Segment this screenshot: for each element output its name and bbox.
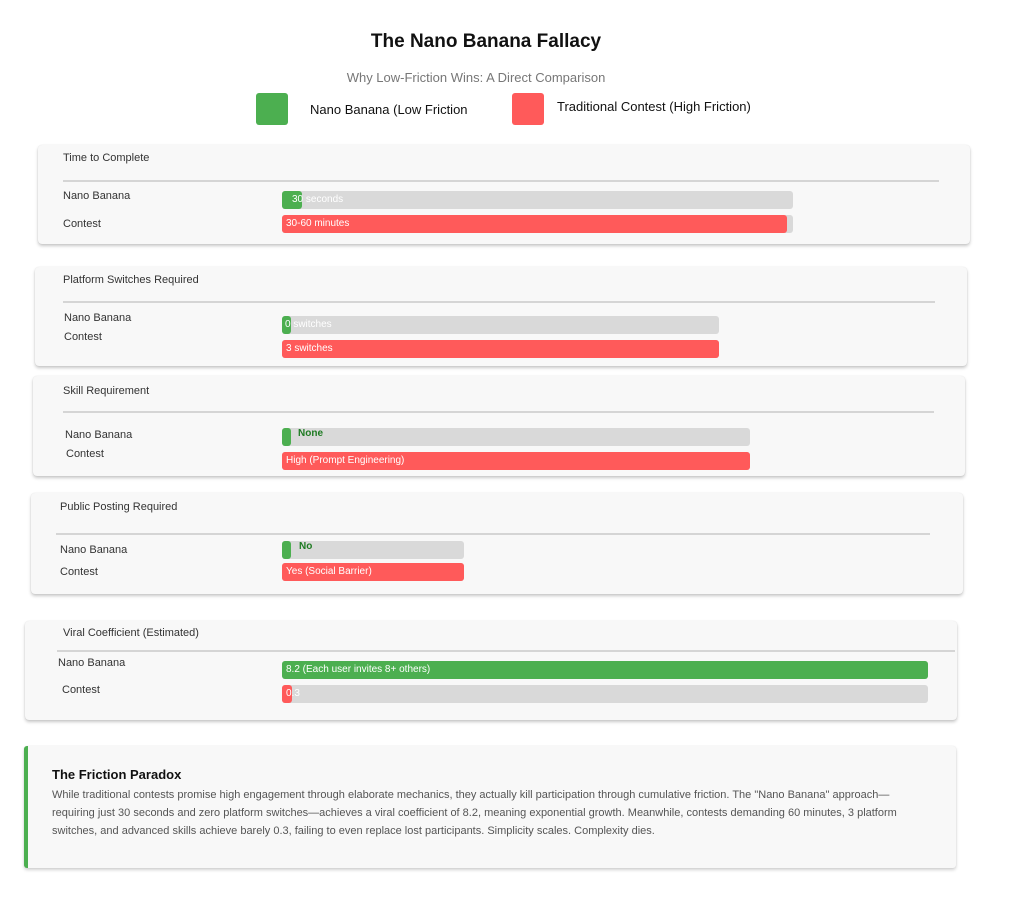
panel-divider [63,180,939,182]
bar-value-label: No [299,541,313,552]
bar-value-label: High (Prompt Engineering) [286,455,405,466]
panel-title: Time to Complete [63,152,150,164]
summary-body: While traditional contests promise high engagement through elaborate mechanics, they actually kill participation through cumulative friction. The "Nano Banana" approach— requiring just 30 seconds and zero platform switches—achieves a viral coefficient of 8.2, meaning exponential growth. Meanwhile, contests demanding 60 minutes, 3 platform switches, and advanced skills achieve barely 0.3, failing to even replace lost participants. Simplicity scales. Complexity dies. [52,789,897,837]
row-label-nano: Nano Banana [60,544,128,556]
panel-divider [57,650,955,652]
row-label-contest: Contest [60,566,98,578]
legend-label-nano: Nano Banana (Low Friction [310,102,468,117]
bar-track-contest [282,563,464,581]
row-label-nano: Nano Banana [63,190,131,202]
legend-swatch-nano [256,93,288,125]
legend-swatch-contest [512,93,544,125]
panel-divider [63,411,934,413]
bar-value-label: 30 seconds [292,194,344,205]
bar-nano [282,428,291,446]
bar-track-contest [282,452,750,470]
panel-title: Platform Switches Required [63,274,199,286]
chart-subtitle: Why Low-Friction Wins: A Direct Comparison [346,70,606,85]
row-label-contest: Contest [62,684,100,696]
bar-track-nano [282,428,750,446]
bar-value-label: 0 switches [285,319,332,330]
bar-value-label: 8.2 (Each user invites 8+ others) [286,664,431,675]
bar-track-nano [282,316,719,334]
panel-title: Public Posting Required [60,501,178,513]
row-label-nano: Nano Banana [65,429,133,441]
chart-title: The Nano Banana Fallacy [370,31,602,52]
legend-label-contest: Traditional Contest (High Friction) [557,99,751,114]
bar-value-label: 0.3 [286,688,300,699]
summary-title: The Friction Paradox [52,767,182,782]
bar-track-contest [282,685,928,703]
row-label-contest: Contest [63,218,101,230]
bar-track-nano [282,191,793,209]
bar-track-nano [282,541,464,559]
bar-value-label: None [298,428,323,439]
row-label-nano: Nano Banana [64,312,132,324]
row-label-contest: Contest [64,331,102,343]
row-label-contest: Contest [66,448,104,460]
bar-nano [282,541,291,559]
panel-title: Viral Coefficient (Estimated) [63,627,199,639]
row-label-nano: Nano Banana [58,657,126,669]
bar-contest [282,215,787,233]
bar-contest [282,340,719,358]
bar-track-contest [282,340,719,358]
panel-divider [63,301,935,303]
bar-value-label: 30-60 minutes [286,218,350,229]
friction-paradox-box [24,746,956,868]
bar-value-label: 3 switches [286,343,333,354]
panel-title: Skill Requirement [63,385,150,397]
bar-value-label: Yes (Social Barrier) [286,566,372,577]
bar-track-contest [282,215,793,233]
bar-track-nano [282,661,928,679]
panel-divider [56,533,930,535]
